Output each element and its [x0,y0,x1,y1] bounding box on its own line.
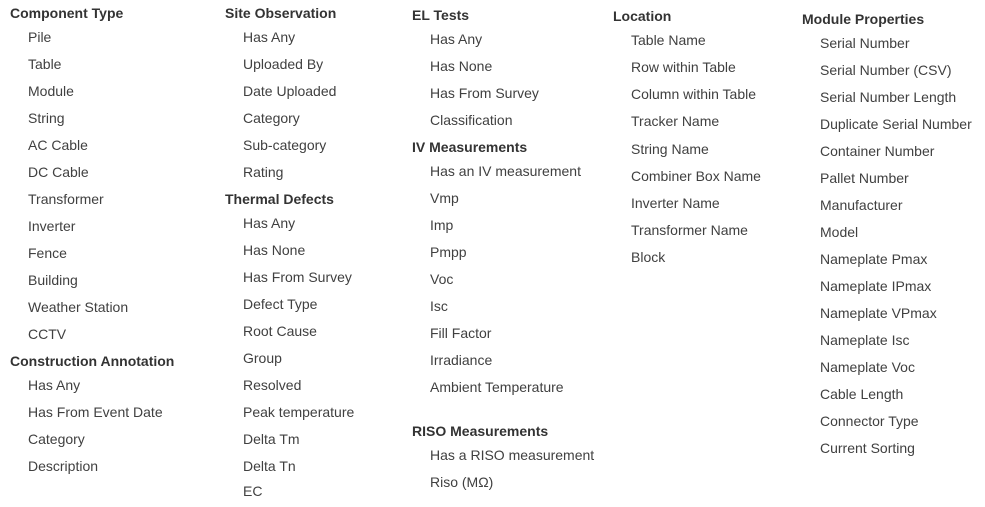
filter-option-el-tests-classification[interactable]: Classification [430,112,513,128]
filter-option-iv-measurements-pmpp[interactable]: Pmpp [430,244,467,260]
filter-option-component-type-inverter[interactable]: Inverter [28,218,76,234]
filter-option-thermal-defects-delta-tn[interactable]: Delta Tn [243,458,296,474]
filter-option-module-properties-nameplate-ipmax[interactable]: Nameplate IPmax [820,278,932,294]
filter-option-iv-measurements-voc[interactable]: Voc [430,271,454,287]
filter-option-thermal-defects-defect-type[interactable]: Defect Type [243,296,318,312]
filter-option-location-table-name[interactable]: Table Name [631,32,706,48]
filter-option-module-properties-cable-length[interactable]: Cable Length [820,386,904,402]
filter-option-component-type-dc-cable[interactable]: DC Cable [28,164,89,180]
filter-option-construction-annotation-category[interactable]: Category [28,431,85,447]
filter-option-thermal-defects-group[interactable]: Group [243,350,282,366]
filter-option-module-properties-nameplate-isc[interactable]: Nameplate Isc [820,332,910,348]
filter-option-site-observation-uploaded-by[interactable]: Uploaded By [243,56,324,72]
filter-option-thermal-defects-resolved[interactable]: Resolved [243,377,302,393]
filter-option-thermal-defects-delta-tm[interactable]: Delta Tm [243,431,300,447]
filter-option-thermal-defects-peak-temperature[interactable]: Peak temperature [243,404,355,420]
filter-option-site-observation-date-uploaded[interactable]: Date Uploaded [243,83,337,99]
group-header-iv-measurements: IV Measurements [412,139,528,155]
filter-option-location-column-within-table[interactable]: Column within Table [631,86,757,102]
filter-option-module-properties-manufacturer[interactable]: Manufacturer [820,197,903,213]
filter-option-location-combiner-box-name[interactable]: Combiner Box Name [631,168,761,184]
filter-option-component-type-pile[interactable]: Pile [28,29,52,45]
filter-option-iv-measurements-ambient-temperature[interactable]: Ambient Temperature [430,379,564,395]
filter-option-site-observation-sub-category[interactable]: Sub-category [243,137,327,153]
filter-option-module-properties-model[interactable]: Model [820,224,859,240]
filter-option-module-properties-connector-type[interactable]: Connector Type [820,413,919,429]
group-header-module-properties: Module Properties [802,11,925,27]
group-header-el-tests: EL Tests [412,7,470,23]
filter-option-iv-measurements-imp[interactable]: Imp [430,217,454,233]
filter-option-thermal-defects-has-from-survey[interactable]: Has From Survey [243,269,352,285]
filter-option-module-properties-container-number[interactable]: Container Number [820,143,935,159]
filter-option-site-observation-has-any[interactable]: Has Any [243,29,296,45]
filter-option-el-tests-has-any[interactable]: Has Any [430,31,483,47]
filter-option-module-properties-serial-number-csv[interactable]: Serial Number (CSV) [820,62,952,78]
filter-option-thermal-defects-root-cause[interactable]: Root Cause [243,323,317,339]
filter-option-thermal-defects-has-any[interactable]: Has Any [243,215,296,231]
filter-option-location-row-within-table[interactable]: Row within Table [631,59,736,75]
filter-option-location-block[interactable]: Block [631,249,666,265]
filter-option-module-properties-serial-number-length[interactable]: Serial Number Length [820,89,957,105]
filter-option-construction-annotation-description[interactable]: Description [28,458,99,474]
filter-option-site-observation-rating[interactable]: Rating [243,164,284,180]
filter-option-location-tracker-name[interactable]: Tracker Name [631,113,720,129]
filter-option-component-type-building[interactable]: Building [28,272,78,288]
filter-option-module-properties-nameplate-voc[interactable]: Nameplate Voc [820,359,915,375]
filter-option-module-properties-nameplate-pmax[interactable]: Nameplate Pmax [820,251,928,267]
filter-option-location-string-name[interactable]: String Name [631,141,709,157]
filter-option-iv-measurements-fill-factor[interactable]: Fill Factor [430,325,492,341]
filter-option-module-properties-nameplate-vpmax[interactable]: Nameplate VPmax [820,305,937,321]
filter-option-iv-measurements-irradiance[interactable]: Irradiance [430,352,493,368]
group-header-construction-annotation: Construction Annotation [10,353,175,369]
filter-option-module-properties-duplicate-serial-number[interactable]: Duplicate Serial Number [820,116,972,132]
filter-option-location-transformer-name[interactable]: Transformer Name [631,222,748,238]
filter-option-construction-annotation-has-any[interactable]: Has Any [28,377,81,393]
filter-option-thermal-defects-ec[interactable]: EC [243,483,263,499]
filter-option-iv-measurements-isc[interactable]: Isc [430,298,448,314]
group-header-component-type: Component Type [10,5,124,21]
filter-option-component-type-table[interactable]: Table [28,56,62,72]
filter-option-component-type-transformer[interactable]: Transformer [28,191,104,207]
group-header-site-observation: Site Observation [225,5,337,21]
filter-option-location-inverter-name[interactable]: Inverter Name [631,195,720,211]
filter-option-thermal-defects-has-none[interactable]: Has None [243,242,306,258]
filter-option-component-type-weather-station[interactable]: Weather Station [28,299,129,315]
filter-option-el-tests-has-none[interactable]: Has None [430,58,493,74]
group-header-thermal-defects: Thermal Defects [225,191,334,207]
filter-option-component-type-cctv[interactable]: CCTV [28,326,67,342]
filter-option-component-type-module[interactable]: Module [28,83,74,99]
filter-option-module-properties-pallet-number[interactable]: Pallet Number [820,170,909,186]
filter-option-site-observation-category[interactable]: Category [243,110,300,126]
filter-option-iv-measurements-has-an-iv-measurement[interactable]: Has an IV measurement [430,163,581,179]
group-header-location: Location [613,8,672,24]
filter-option-component-type-string[interactable]: String [28,110,65,126]
filter-option-construction-annotation-has-from-event-date[interactable]: Has From Event Date [28,404,163,420]
filter-option-riso-measurements-riso-m[interactable]: Riso (MΩ) [430,474,494,490]
filter-option-component-type-fence[interactable]: Fence [28,245,67,261]
filter-option-el-tests-has-from-survey[interactable]: Has From Survey [430,85,539,101]
group-header-riso-measurements: RISO Measurements [412,423,549,439]
filter-option-iv-measurements-vmp[interactable]: Vmp [430,190,459,206]
filter-option-module-properties-serial-number[interactable]: Serial Number [820,35,910,51]
filter-option-riso-measurements-has-a-riso-measurement[interactable]: Has a RISO measurement [430,447,595,463]
filter-option-component-type-ac-cable[interactable]: AC Cable [28,137,88,153]
filter-option-module-properties-current-sorting[interactable]: Current Sorting [820,440,915,456]
